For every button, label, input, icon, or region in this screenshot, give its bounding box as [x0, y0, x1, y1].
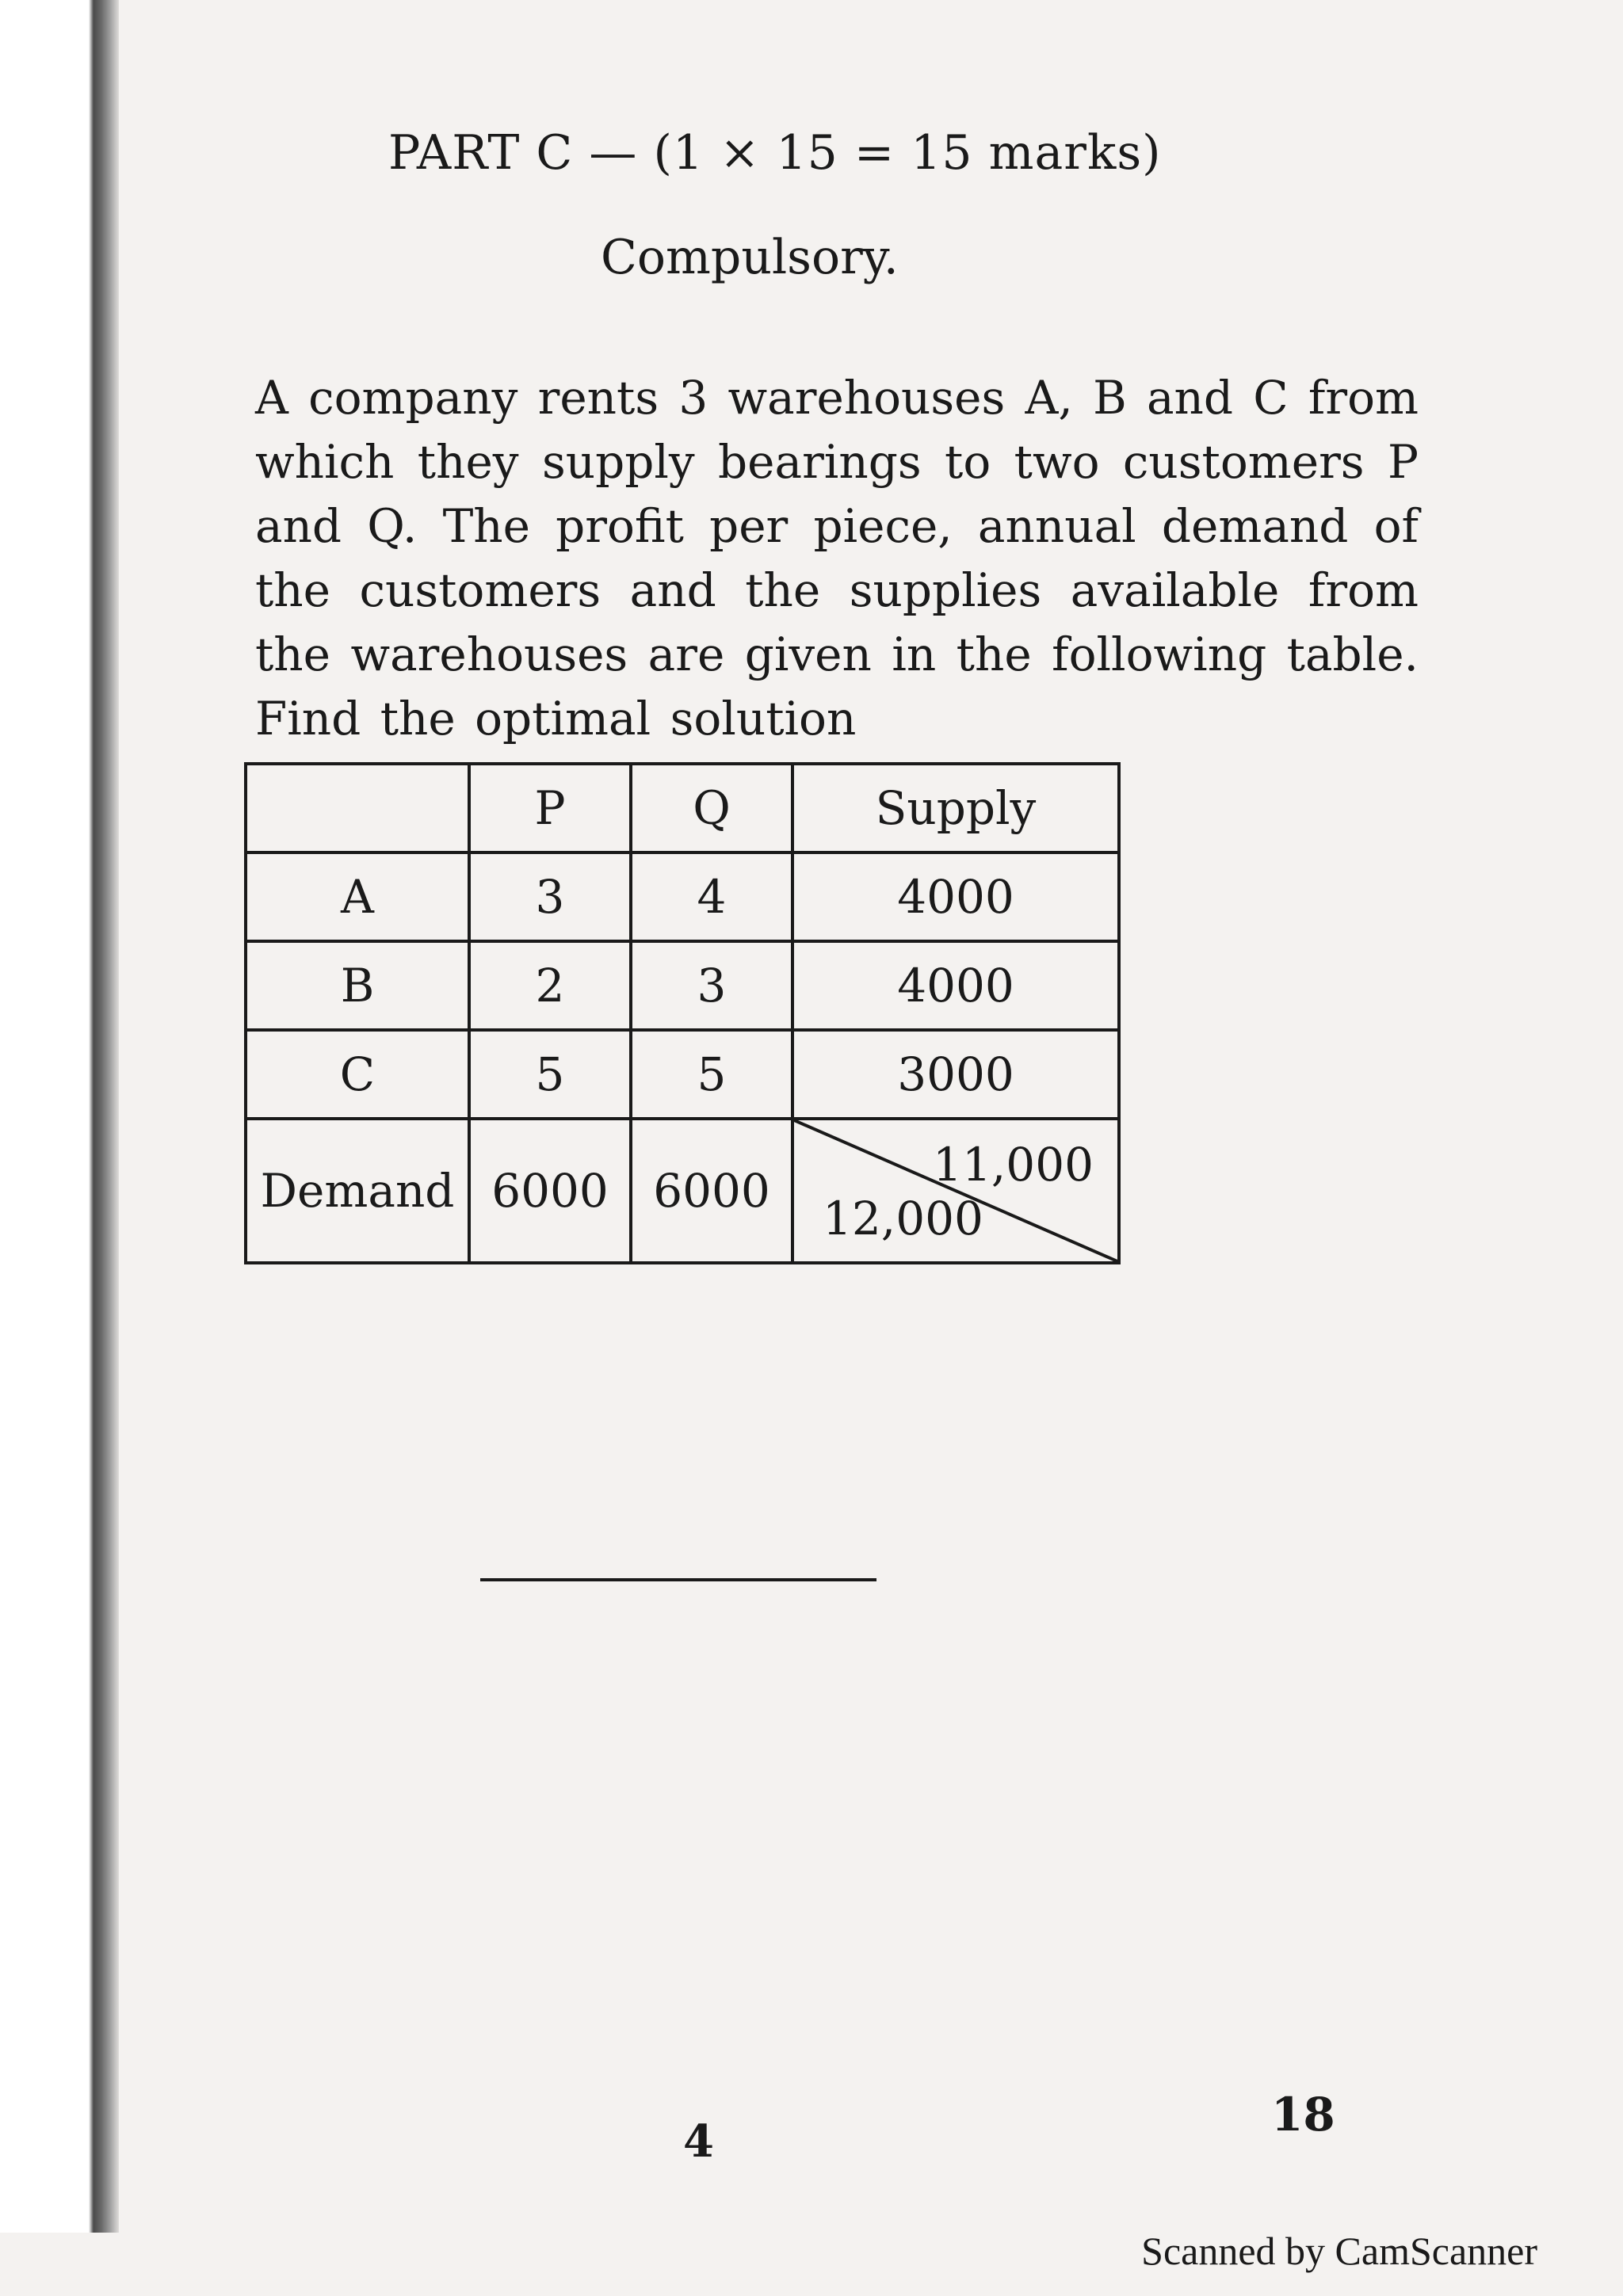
totals-cell	[792, 1119, 1119, 1263]
cell-a-q: 4	[631, 852, 792, 941]
demand-row	[246, 1119, 1119, 1263]
table-header-supply: Supply	[792, 764, 1119, 852]
page-number: 4	[683, 2115, 714, 2168]
total-supply: 11,000	[933, 1138, 1094, 1192]
table-header-p: P	[469, 764, 631, 852]
document-page	[119, 0, 1623, 2233]
binding-edge	[0, 0, 119, 2233]
table-header-row	[246, 764, 1119, 852]
cell-a-supply: 4000	[792, 852, 1119, 941]
question-text: A company rents 3 warehouses A, B and C from which they supply bearings to two customers P and Q. The profit per piece, annual demand of the customers and the supplies available from the warehouses are given in the following table. Find the optimal solution	[255, 371, 1419, 746]
paper-code-number: 18	[1271, 2088, 1335, 2142]
cell-c-p: 5	[469, 1030, 631, 1119]
table-header-q: Q	[631, 764, 792, 852]
compulsory-label: Compulsory.	[601, 230, 899, 285]
demand-q: 6000	[631, 1119, 792, 1263]
table-header-empty	[246, 764, 469, 852]
cell-b-supply: 4000	[792, 941, 1119, 1030]
cell-b-p: 2	[469, 941, 631, 1030]
scanner-footer: Scanned by CamScanner	[1141, 2229, 1537, 2273]
table-row	[246, 852, 1119, 941]
table-row	[246, 1030, 1119, 1119]
total-demand: 12,000	[823, 1192, 983, 1245]
part-heading: PART C — (1 × 15 = 15 marks)	[388, 125, 1162, 181]
row-label-c: C	[246, 1030, 469, 1119]
row-label-demand: Demand	[246, 1119, 469, 1263]
row-label-b: B	[246, 941, 469, 1030]
cell-c-q: 5	[631, 1030, 792, 1119]
transportation-table	[244, 762, 1121, 1264]
row-label-a: A	[246, 852, 469, 941]
demand-p: 6000	[469, 1119, 631, 1263]
table-row	[246, 941, 1119, 1030]
end-rule	[480, 1578, 876, 1581]
cell-a-p: 3	[469, 852, 631, 941]
cell-c-supply: 3000	[792, 1030, 1119, 1119]
cell-b-q: 3	[631, 941, 792, 1030]
